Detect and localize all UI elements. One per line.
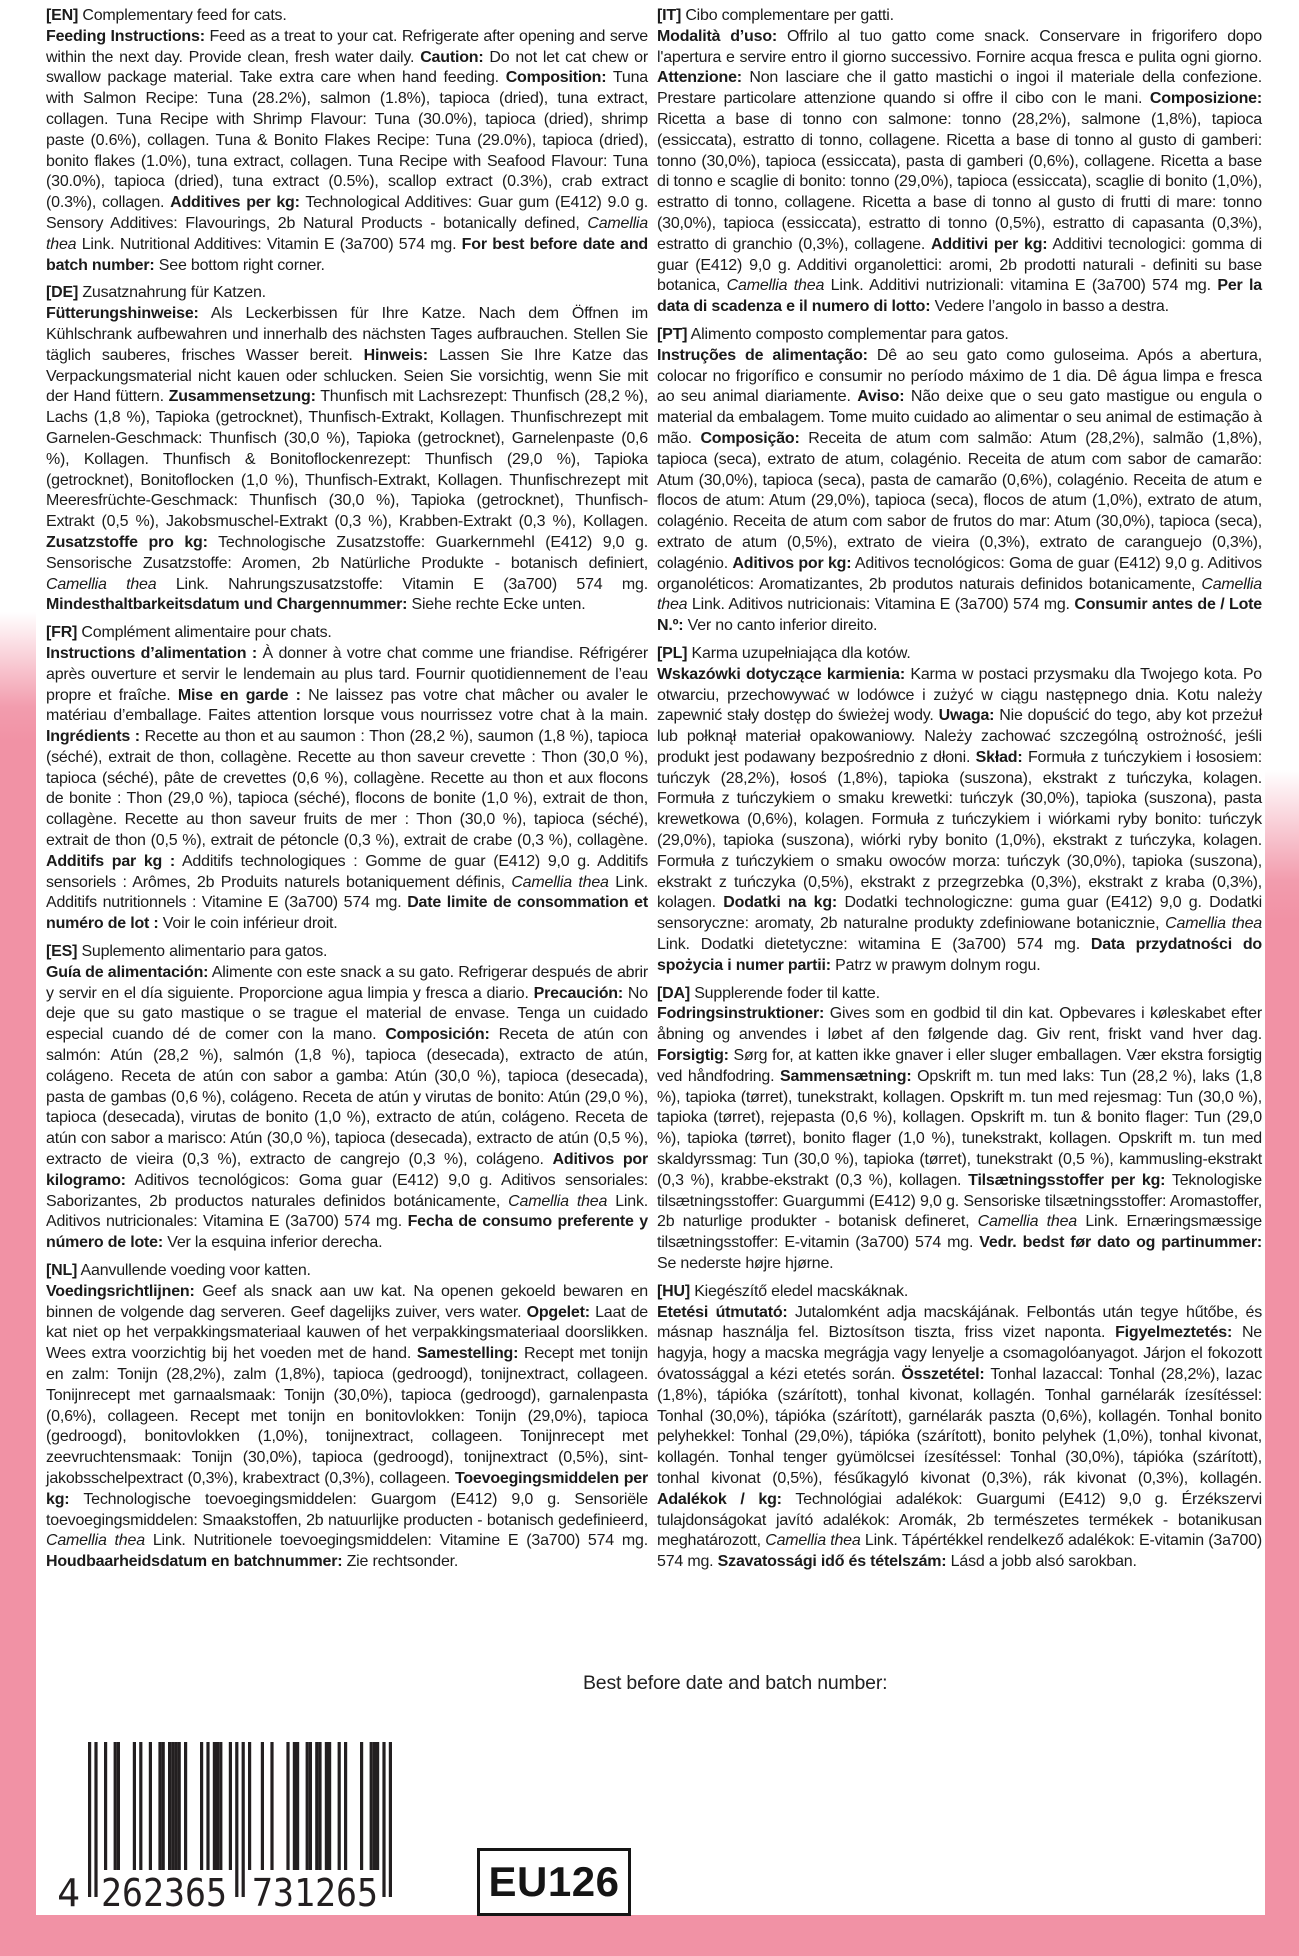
language-tag-line: [PT] Alimento composto complementar para gatos. (657, 325, 1009, 343)
section-body: Fodringsinstruktioner: Gives som en godbid til din kat. Opbevares i køleskabet efter åbning og anvendes i løbet af den følgende dag. Giv rent, friskt vand hver dag. Forsigtig: Sørg for, at katten ikke gnaver i eller sluger emballagen. Vær ekstra forsigtig ved håndfodring. Sammensætning: Opskrift m. tun med laks: Tun (28,2 %), laks (1,8 %), tapioka (tørret), tunekstrakt, kollagen. Opskrift m. tun med rejesmag: Tun (30,0 %), tapioka (tørret), rejepasta (0,6 %), kollagen. Opskrift m. tun & bonito flager: Tun (29,0 %), tapioka (tørret), bonito flager (1,0 %), tunekstrakt, kollagen. Opskrift m. tun med skaldyrssmag: Tun (30,0 %), tapioka (tørret), tunekstrakt (0,5 %), kammusling-ekstrakt (0,3 %), krabbe-ekstrakt (0,3 %), kollagen. Tilsætningsstoffer per kg: Teknologiske tilsætningsstoffer: Guargummi (E412) 9,0 g. Sensoriske tilsætningsstoffer: Aromastoffer, 2b naturlige produkter - botanisk defineret, Camellia thea Link. Ernæringsmæssige tilsætningsstoffer: E-vitamin (3a700) 574 mg. Vedr. bedst før dato og partinummer: Se nederste højre hjørne. (657, 1005, 1262, 1273)
language-tag: [IT] (657, 7, 682, 24)
language-tag: [PT] (657, 325, 688, 343)
section-body: Feeding Instructions: Feed as a treat to your cat. Refrigerate after opening and serve within the next day. Provide clean, fresh water daily. Caution: Do not let cat chew or swallow package material. Take extra care when hand feeding. Composition: Tuna with Salmon Recipe: Tuna (28.2%), salmon (1.8%), tapioca (dried), tuna extract, collagen. Tuna Recipe with Shrimp Flavour: Tuna (30.0%), tapioca (dried), shrimp paste (0.6%), collagen. Tuna & Bonito Flakes Recipe: Tuna (29.0%), tapioca (dried), bonito flakes (1.0%), tuna extract, collagen. Tuna Recipe with Seafood Flavour: Tuna (30.0%), tapioca (dried), tuna extract (0.5%), scallop extract (0.3%), crab extract (0.3%), collagen. Additives per kg: Technological Additives: Guar gum (E412) 9.0 g. Sensory Additives: Flavourings, 2b Natural Products - botanically defined, Camellia thea Link. Nutritional Additives: Vitamin E (3a700) 574 mg. For best before date and batch number: See bottom right corner. (46, 27, 649, 274)
barcode-graphic (50, 1742, 410, 1912)
barcode-digits: 731265 (252, 1871, 378, 1912)
language-tag: [PL] (657, 644, 688, 662)
language-tag-line: [DE] Zusatznahrung für Katzen. (46, 284, 266, 302)
section-en (46, 6, 648, 276)
section-body: Guía de alimentación: Alimente con este snack a su gato. Refrigerar después de abrir y servir en el día siguiente. Proporcione agua limpia y fresca a diario. Precaución: No deje que su gato mastique o se trague el material de envase. Tenga un cuidado especial cuando dé de comer con la mano. Composición: Receta de atún con salmón: Atún (28,2 %), salmón (1,8 %), tapioca (desecada), extracto de atún, colágeno. Receta de atún con sabor a gamba: Atún (30,0 %), tapioca (desecada), pasta de gambas (0,6 %), colágeno. Receta de atún y virutas de bonito: Atún (29,0 %), tapioca (desecada), virutas de bonito (1,0 %), extracto de atún, colágeno. Receta de atún con sabor a marisco: Atún (30,0 %), tapioca (desecada), extracto de atún (0,5 %), extracto de vieira (0,3 %), extracto de cangrejo (0,3 %), colágeno. Aditivos por kilogramo: Aditivos tecnológicos: Goma guar (E412) 9,0 g. Aditivos sensoriales: Saborizantes, 2b productos naturales definidos botánicamente, Camellia thea Link. Aditivos nutricionales: Vitamina E (3a700) 574 mg. Fecha de consumo preferente y número de lote: Ver la esquina inferior derecha. (46, 963, 648, 1252)
language-tag: [DE] (46, 284, 79, 302)
language-tag: [NL] (46, 1262, 78, 1280)
language-tag-line: [NL] Aanvullende voeding voor katten. (46, 1262, 311, 1280)
language-tag-line: [PL] Karma uzupełniająca dla kotów. (657, 644, 911, 662)
section-hu (657, 1282, 1262, 1573)
section-pt (657, 325, 1262, 637)
pink-border-left (0, 612, 36, 1956)
section-es (46, 942, 648, 1254)
language-tag-line: [IT] Cibo complementare per gatti. (657, 7, 894, 24)
language-tag: [DA] (657, 984, 690, 1002)
language-tag: [HU] (657, 1282, 690, 1300)
section-body: Etetési útmutató: Jutalomként adja macskájának. Felbontás után tegye hűtőbe, és másnap használja fel. Biztosítson tiszta, friss vizet naponta. Figyelmeztetés: Ne hagyja, hogy a macska megrágja vagy lenyelje a csomagolóanyagot. Járjon el fokozott óvatossággal a kézi etetés során. Összetétel: Tonhal lazaccal: Tonhal (28,2%), lazac (1,8%), tápióka (szárított), tonhal kivonat, kollagén. Tonhal garnélarák ízesítéssel: Tonhal (30,0%), tápióka (szárított), garnélarák paszta (0,6%), kollagén. Tonhal bonito pelyhekkel: Tonhal (29,0%), tápióka (szárított), bonito pelyhek (1,0%), tonhal kivonat, kollagén. Tonhal tenger gyümölcsei ízesítéssel: Tonhal (30,0%), tápióka (szárított), tonhal kivonat (0,5%), fésűkagyló kivonat (0,3%), rák kivonat (0,3%), kollagén. Adalékok / kg: Technológiai adalékok: Guargumi (E412) 9,0 g. Érzékszervi tulajdonságokat javító adalékok: Aromák, 2b természetes termékek - botanikusan meghatározott, Camellia thea Link. Tápértékkel rendelkező adalékok: E-vitamin (3a700) 574 mg. Szavatossági idő és tételszám: Lásd a jobb alsó sarokban. (657, 1303, 1263, 1571)
section-fr (46, 623, 648, 935)
section-body: Voedingsrichtlijnen: Geef als snack aan uw kat. Na openen gekoeld bewaren en binnen de volgende dag serveren. Geef dagelijks zuiver, vers water. Opgelet: Laat de kat niet op het verpakkingsmateriaal kauwen of het verpakkingsmateriaal doorslikken. Wees extra voorzichtig bij het voeden met de hand. Samestelling: Recept met tonijn en zalm: Tonijn (28,2%), zalm (1,8%), tapioca (gedroogd), tonijnextract, collageen. Tonijnrecept met garnaalsmaak: Tonijn (30,0%), tapioca (gedroogd), garnalenpasta (0,6%), collageen. Recept met tonijn en bonitovlokken: Tonijn (29,0%), tapioca (gedroogd), bonitovlokken (1,0%), tonijnextract, collageen. Tonijnrecept met zeevruchtensmaak: Tonijn (30,0%), tapioca (gedroogd), tonijnextract (0,5%), sint-jakobsschelpextract (0,3%), krabextract (0,3%), collageen. Toevoegingsmiddelen per kg: Technologische toevoegingsmiddelen: Guargom (E412) 9,0 g. Sensoriële toevoegingsmiddelen: Smaakstoffen, 2b natuurlijke producten - botanisch gedefinieerd, Camellia thea Link. Nutritionele toevoegingsmiddelen: Vitamine E (3a700) 574 mg. Houdbaarheidsdatum en batchnummer: Zie rechtsonder. (46, 1282, 648, 1571)
language-tag: [ES] (46, 943, 78, 961)
language-tag-line: [EN] Complementary feed for cats. (46, 7, 287, 24)
section-it (657, 6, 1262, 318)
column-left (46, 6, 648, 1580)
language-tag-line: [HU] Kiegészítő eledel macskáknak. (657, 1282, 909, 1300)
eu-code-box (477, 1848, 631, 1916)
language-tag: [EN] (46, 7, 79, 24)
barcode-digits: 262365 (101, 1871, 227, 1912)
language-tag-line: [FR] Complément alimentaire pour chats. (46, 624, 332, 642)
pink-border-right (1265, 770, 1299, 1956)
section-body: Fütterungshinweise: Als Leckerbissen für Ihre Katze. Nach dem Öffnen im Kühlschrank aufbewahren und innerhalb des nächsten Tages aufbrauchen. Stellen Sie täglich sauberes, frisches Wasser bereit. Hinweis: Lassen Sie Ihre Katze das Verpackungsmaterial nicht kauen oder schlucken. Seien Sie vorsichtig, wenn Sie mit der Hand füttern. Zusammensetzung: Thunfisch mit Lachsrezept: Thunfisch (28,2 %), Lachs (1,8 %), Tapioka (getrocknet), Thunfisch-Extrakt, Kollagen. Thunfischrezept mit Garnelen-Geschmack: Thunfisch (30,0 %), Tapioka (getrocknet), Garnelenpaste (0,6 %), Kollagen. Thunfisch & Bonitoflockenrezept: Thunfisch (29,0 %), Tapioka (getrocknet), Bonitoflocken (1,0 %), Thunfisch-Extrakt, Kollagen. Thunfischrezept mit Meeresfrüchte-Geschmack: Thunfisch (30,0 %), Tapioka (getrocknet), Thunfisch-Extrakt (0,5 %), Jakobsmuschel-Extrakt (0,3 %), Krabben-Extrakt (0,3 %), Kollagen. Zusatzstoffe pro kg: Technologische Zusatzstoffe: Guarkernmehl (E412) 9,0 g. Sensorische Zusatzstoffe: Aromen, 2b Natürliche Produkte - botanisch definiert, Camellia thea Link. Nahrungszusatzstoffe: Vitamin E (3a700) 574 mg. Mindesthaltbarkeitsdatum und Chargennummer: Siehe rechte Ecke unten. (46, 305, 648, 614)
best-before-note: Best before date and batch number: (583, 1672, 888, 1694)
section-body: Instruções de alimentação: Dê ao seu gato como guloseima. Após a abertura, colocar no frigorífico e consumir no período máximo de 1 dia. Dê água limpa e fresca ao seu animal diariamente. Aviso: Não deixe que o seu gato mastigue ou engula o material da embalagem. Tome muito cuidado ao alimentar o seu animal de estimação à mão. Composição: Receita de atum com salmão: Atum (28,2%), salmão (1,8%), tapioca (seca), extrato de atum, colagénio. Receita de atum com sabor de camarão: Atum (30,0%), tapioca (seca), pasta de camarão (0,6%), colagénio. Receita de atum e flocos de atum: Atum (29,0%), tapioca (seca), flocos de atum (1,0%), extrato de atum, colagénio. Receita de atum com sabor de frutos do mar: Atum (30,0%), tapioca (seca), extrato de atum (0,5%), extrato de vieira (0,3%), extrato de caranguejo (0,3%), colagénio. Aditivos por kg: Aditivos tecnológicos: Goma de guar (E412) 9,0 g. Aditivos organoléticos: Aromatizantes, 2b produtos naturais definidos botanicamente, Camellia thea Link. Aditivos nutricionais: Vitamina E (3a700) 574 mg. Consumir antes de / Lote N.º: Ver no canto inferior direito. (657, 346, 1263, 635)
section-da (657, 984, 1262, 1275)
barcode-digits: 4 (57, 1871, 80, 1912)
section-nl (46, 1261, 648, 1573)
language-tag-line: [ES] Suplemento alimentario para gatos. (46, 943, 328, 961)
eu-code: EU126 (488, 1858, 620, 1905)
pink-border-bottom (0, 1915, 1299, 1956)
section-pl (657, 644, 1262, 977)
language-tag: [FR] (46, 624, 78, 642)
section-body: Wskazówki dotyczące karmienia: Karma w postaci przysmaku dla Twojego kota. Po otwarciu, przechowywać w lodówce i zużyć w ciągu następnego dnia. Kotu należy zapewnić stały dostęp do świeżej wody. Uwaga: Nie dopuścić do tego, aby kot przeżuł lub połknął materiał opakowaniowy. Należy zachować szczególną ostrożność, jeśli produkt jest podawany bezpośrednio z dłoni. Skład: Formuła z tuńczykiem i łososiem: tuńczyk (28,2%), łosoś (1,8%), tapioka (suszona), ekstrakt z tuńczyka, kolagen. Formuła z tuńczykiem o smaku krewetki: tuńczyk (30,0%), tapioka (suszona), pasta krewetkowa (0,6%), kolagen. Formuła z tuńczykiem i wiórkami ryby bonito: tuńczyk (29,0%), tapioka (suszona), wiórki ryby bonito (1,0%), ekstrakt z tuńczyka, kolagen. Formuła z tuńczykiem o smaku owoców morza: tuńczyk (30,0%), tapioka (suszona), ekstrakt z tuńczyka (0,5%), ekstrakt z przegrzebka (0,3%), ekstrakt z kraba (0,3%), kolagen. Dodatki na kg: Dodatki technologiczne: guma guar (E412) 9,0 g. Dodatki sensoryczne: aromaty, 2b naturalne produkty zdefiniowane botanicznie, Camellia thea Link. Dodatki dietetyczne: witamina E (3a700) 574 mg. Data przydatności do spożycia i numer partii: Patrz w prawym dolnym rogu. (657, 665, 1262, 974)
section-body: Modalità d’uso: Offrilo al tuo gatto come snack. Conservare in frigorifero dopo l'apertura e servire entro il giorno successivo. Fornire acqua fresca e pulita ogni giorno. Attenzione: Non lasciare che il gatto mastichi o ingoi il materiale della confezione. Prestare particolare attenzione quando si offre il cibo con le mani. Composizione: Ricetta a base di tonno con salmone: tonno (28,2%), salmone (1,8%), tapioca (essiccata), estratto di tonno, collagene. Ricetta a base di tonno al gusto di gamberi: tonno (30,0%), tapioca (essiccata), pasta di gamberi (0,6%), collagene. Ricetta a base di tonno e scaglie di bonito: tonno (29,0%), tapioca (essiccata), scaglie di bonito (1,0%), estratto di tonno, collagene. Ricetta a base di tonno al gusto di frutti di mare: tonno (30,0%), tapioca (essiccata), estratto di tonno (0,5%), estratto di capasanta (0,3%), estratto di granchio (0,3%), collagene. Additivi per kg: Additivi tecnologici: gomma di guar (E412) 9,0 g. Additivi organolettici: aromi, 2b prodotti naturali - definiti su base botanica, Camellia thea Link. Additivi nutrizionali: vitamina E (3a700) 574 mg. Per la data di scadenza e il numero di lotto: Vedere l’angolo in basso a destra. (657, 27, 1262, 316)
section-de (46, 283, 648, 616)
ean13-barcode (50, 1742, 410, 1917)
column-right (657, 6, 1262, 1580)
section-body: Instructions d’alimentation : À donner à votre chat comme une friandise. Réfrigérer après ouverture et servir le lendemain au plus tard. Fournir quotidiennement de l’eau propre et fraîche. Mise en garde : Ne laissez pas votre chat mâcher ou avaler le matériau d’emballage. Faites attention lorsque vous nourrissez votre chat à la main. Ingrédients : Recette au thon et au saumon : Thon (28,2 %), saumon (1,8 %), tapioca (séché), extrait de thon, collagène. Recette au thon saveur crevette : Thon (30,0 %), tapioca (séché), pâte de crevettes (0,6 %), collagène. Recette au thon et aux flocons de bonite : Thon (29,0 %), tapioca (séché), flocons de bonite (1,0 %), extrait de thon, collagène. Recette au thon saveur fruits de mer : Thon (30,0 %), tapioca (séché), extrait de thon (0,5 %), extrait de pétoncle (0,3 %), extrait de crabe (0,3 %), collagène. Additifs par kg : Additifs technologiques : Gomme de guar (E412) 9,0 g. Additifs sensoriels : Arômes, 2b Produits naturels botaniquement définis, Camellia thea Link. Additifs nutritionnels : Vitamine E (3a700) 574 mg. Date limite de consommation et numéro de lot : Voir le coin inférieur droit. (46, 644, 648, 933)
language-tag-line: [DA] Supplerende foder til katte. (657, 984, 880, 1002)
